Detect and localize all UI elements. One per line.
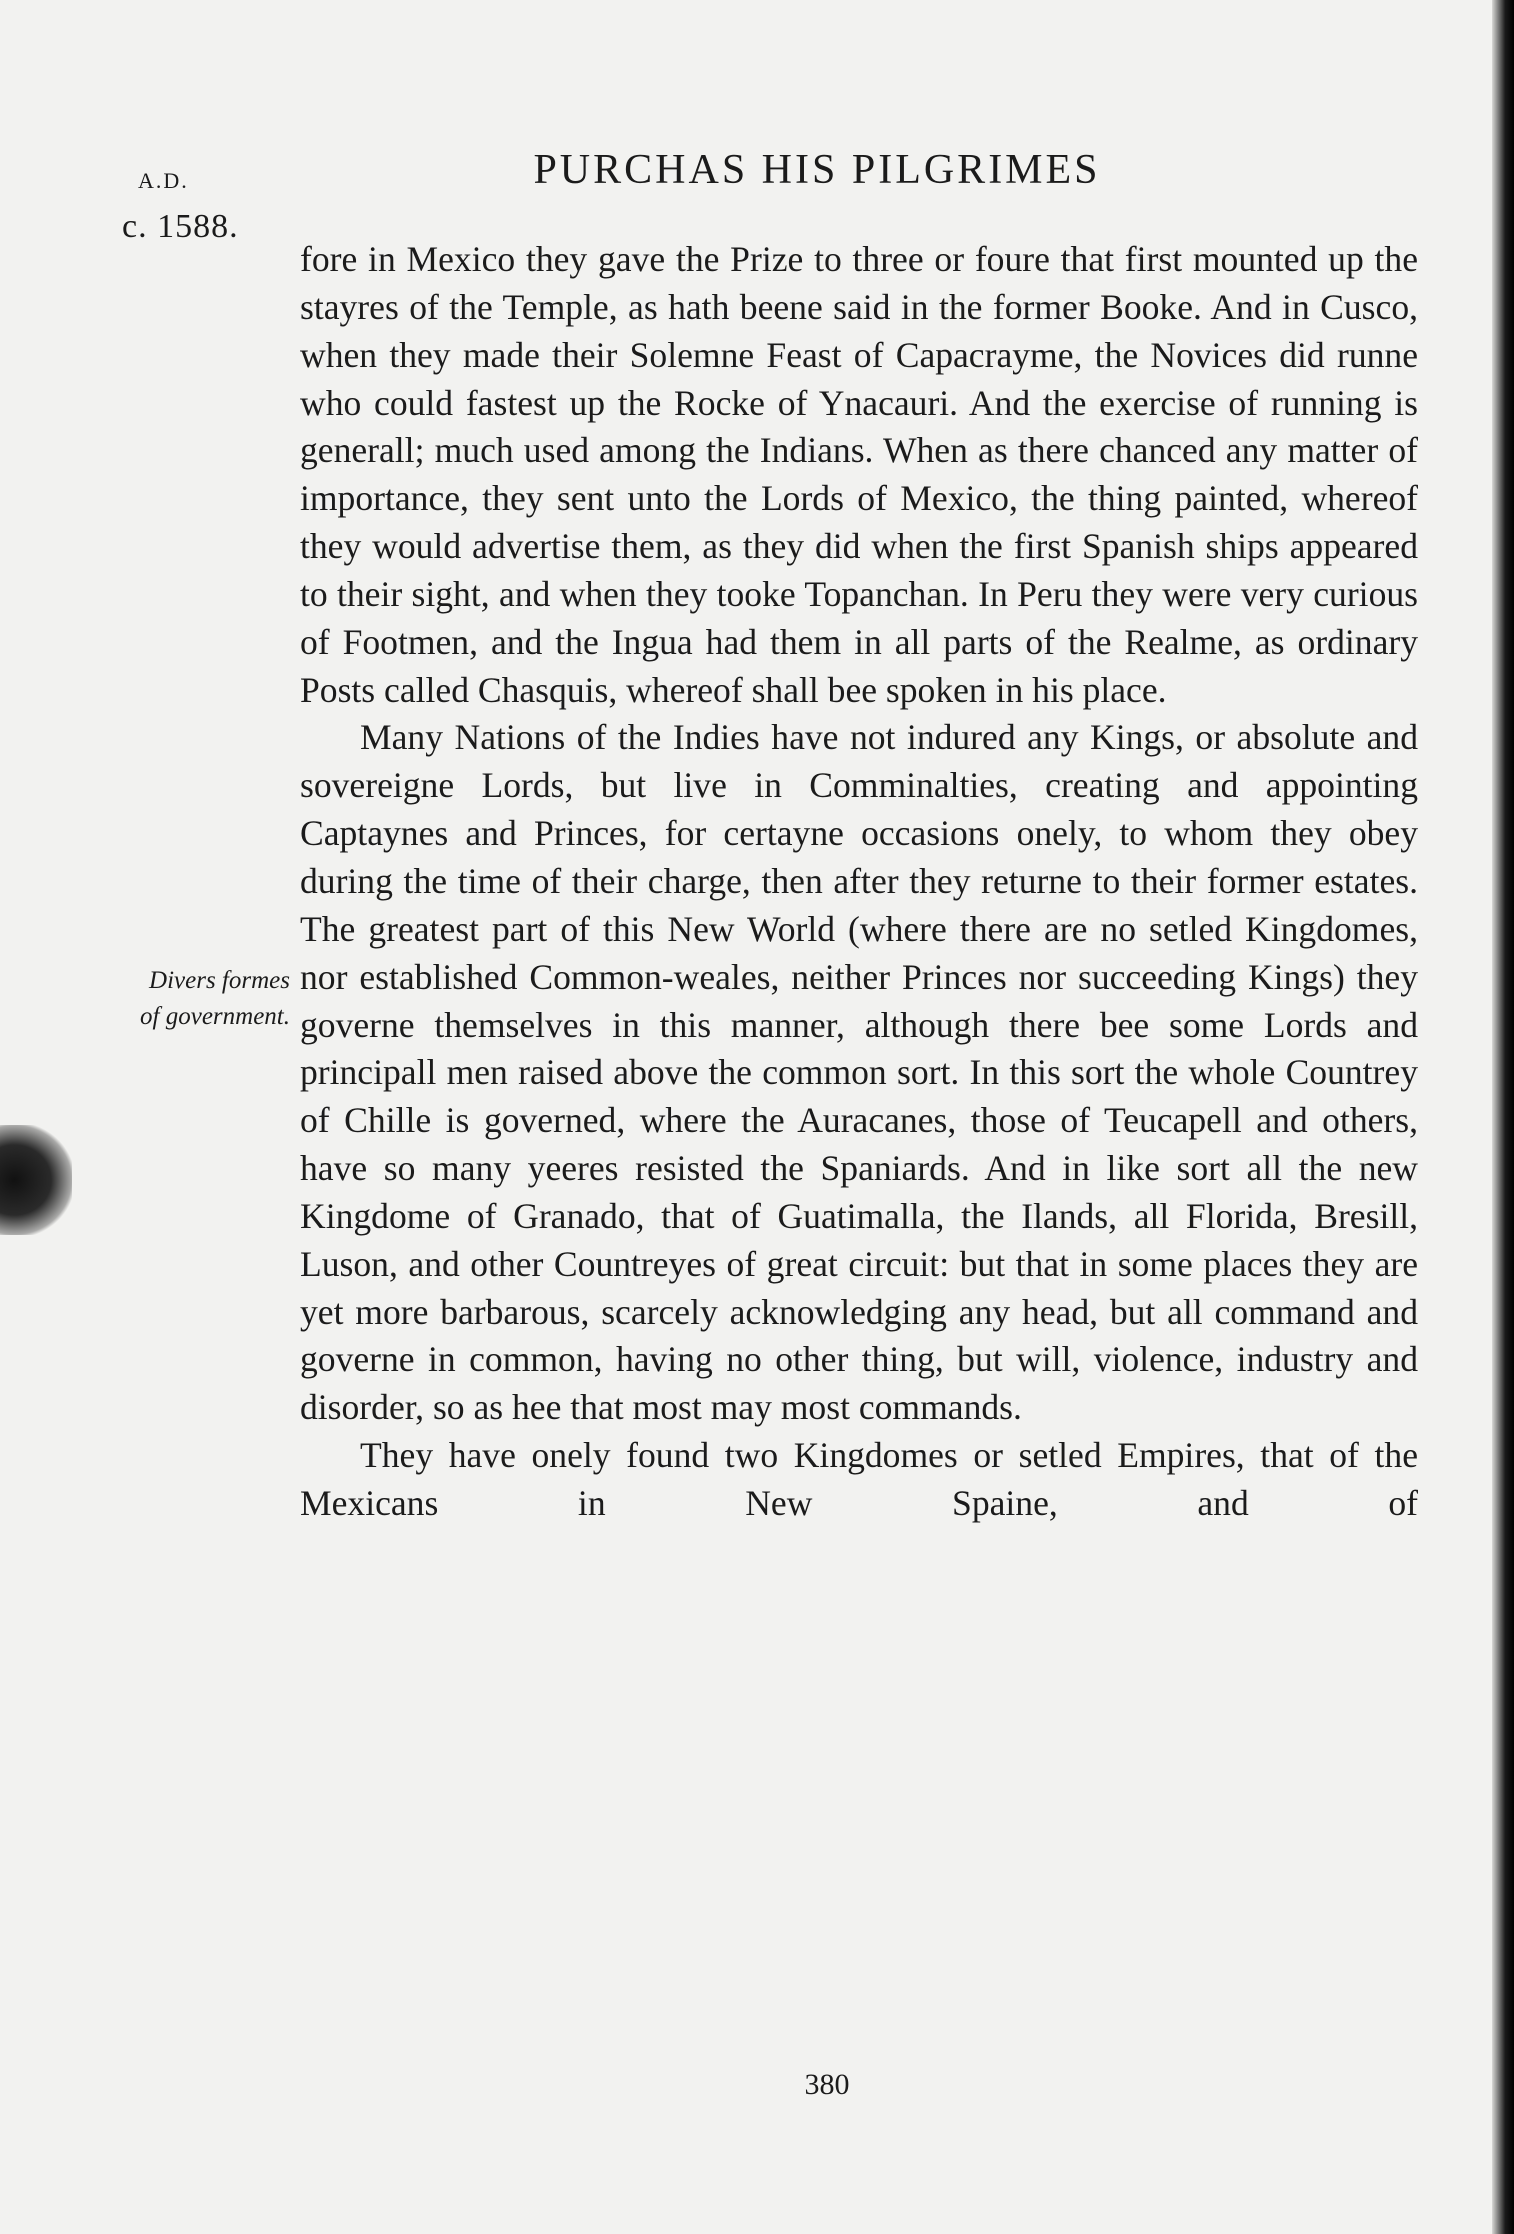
paragraph-1: fore in Mexico they gave the Prize to three or foure that first mounted up the stayres of the Temple, as hath beene said in the former Booke. And in Cusco, when they made their Solemne Feast of Capacrayme, the Novices did runne who could fastest up the Rocke of Ynacauri. And the exercise of running is generall; much used among the Indians. When as there chanced any matter of importance, they sent unto the Lords of Mexico, the thing painted, whereof they would advertise them, as they did when the first Spanish ships appeared to their sight, and when they tooke Topanchan. In Peru they were very curious of Footmen, and the Ingua had them in all parts of the Realme, as ordinary Posts called Chasquis, whereof shall bee spoken in his place. xyxy=(300,239,1418,710)
header-year: c. 1588. xyxy=(122,208,239,245)
marginal-note xyxy=(70,963,290,1035)
page-edge-shadow xyxy=(1492,0,1514,2234)
paragraph-2: Many Nations of the Indies have not indured any Kings, or absolute and sovereigne Lords, but live in Comminalties, creating and appointing Captaynes and Princes, for certayne occasions onely, to whom they obey during the time of their charge, then after they returne to their former estates. The greatest part of this New World (where there are no setled Kingdomes, nor established Common-weales, neither Princes nor succeeding Kings) they governe themselves in this manner, although there bee some Lords and principall men raised above the common sort. In this sort the whole Countrey of Chille is governed, where the Auracanes, those of Teucapell and others, have so many yeeres resisted the Spaniards. And in like sort all the new Kingdome of Granado, that of Guatimalla, the Ilands, all Florida, Bresill, Luson, and other Countreyes of great circuit: but that in some places they are yet more barbarous, scarcely acknowledging any head, but all command and governe in common, having no other thing, but will, violence, industry and disorder, so as hee that most may most commands. xyxy=(300,717,1418,1428)
page-number: 380 xyxy=(804,2068,850,2101)
body-text xyxy=(300,236,1418,1528)
paragraph-3: They have onely found two Kingdomes or setled Empires, that of the Mexicans in New Spaine, and of xyxy=(300,1435,1418,1523)
marginal-note-line-2: of government. xyxy=(140,1003,290,1030)
running-title: PURCHAS HIS PILGRIMES xyxy=(533,147,1101,193)
thumb-shadow xyxy=(0,1125,72,1235)
header-ad-label: A.D. xyxy=(138,168,189,193)
marginal-note-line-1: Divers formes xyxy=(149,967,290,994)
